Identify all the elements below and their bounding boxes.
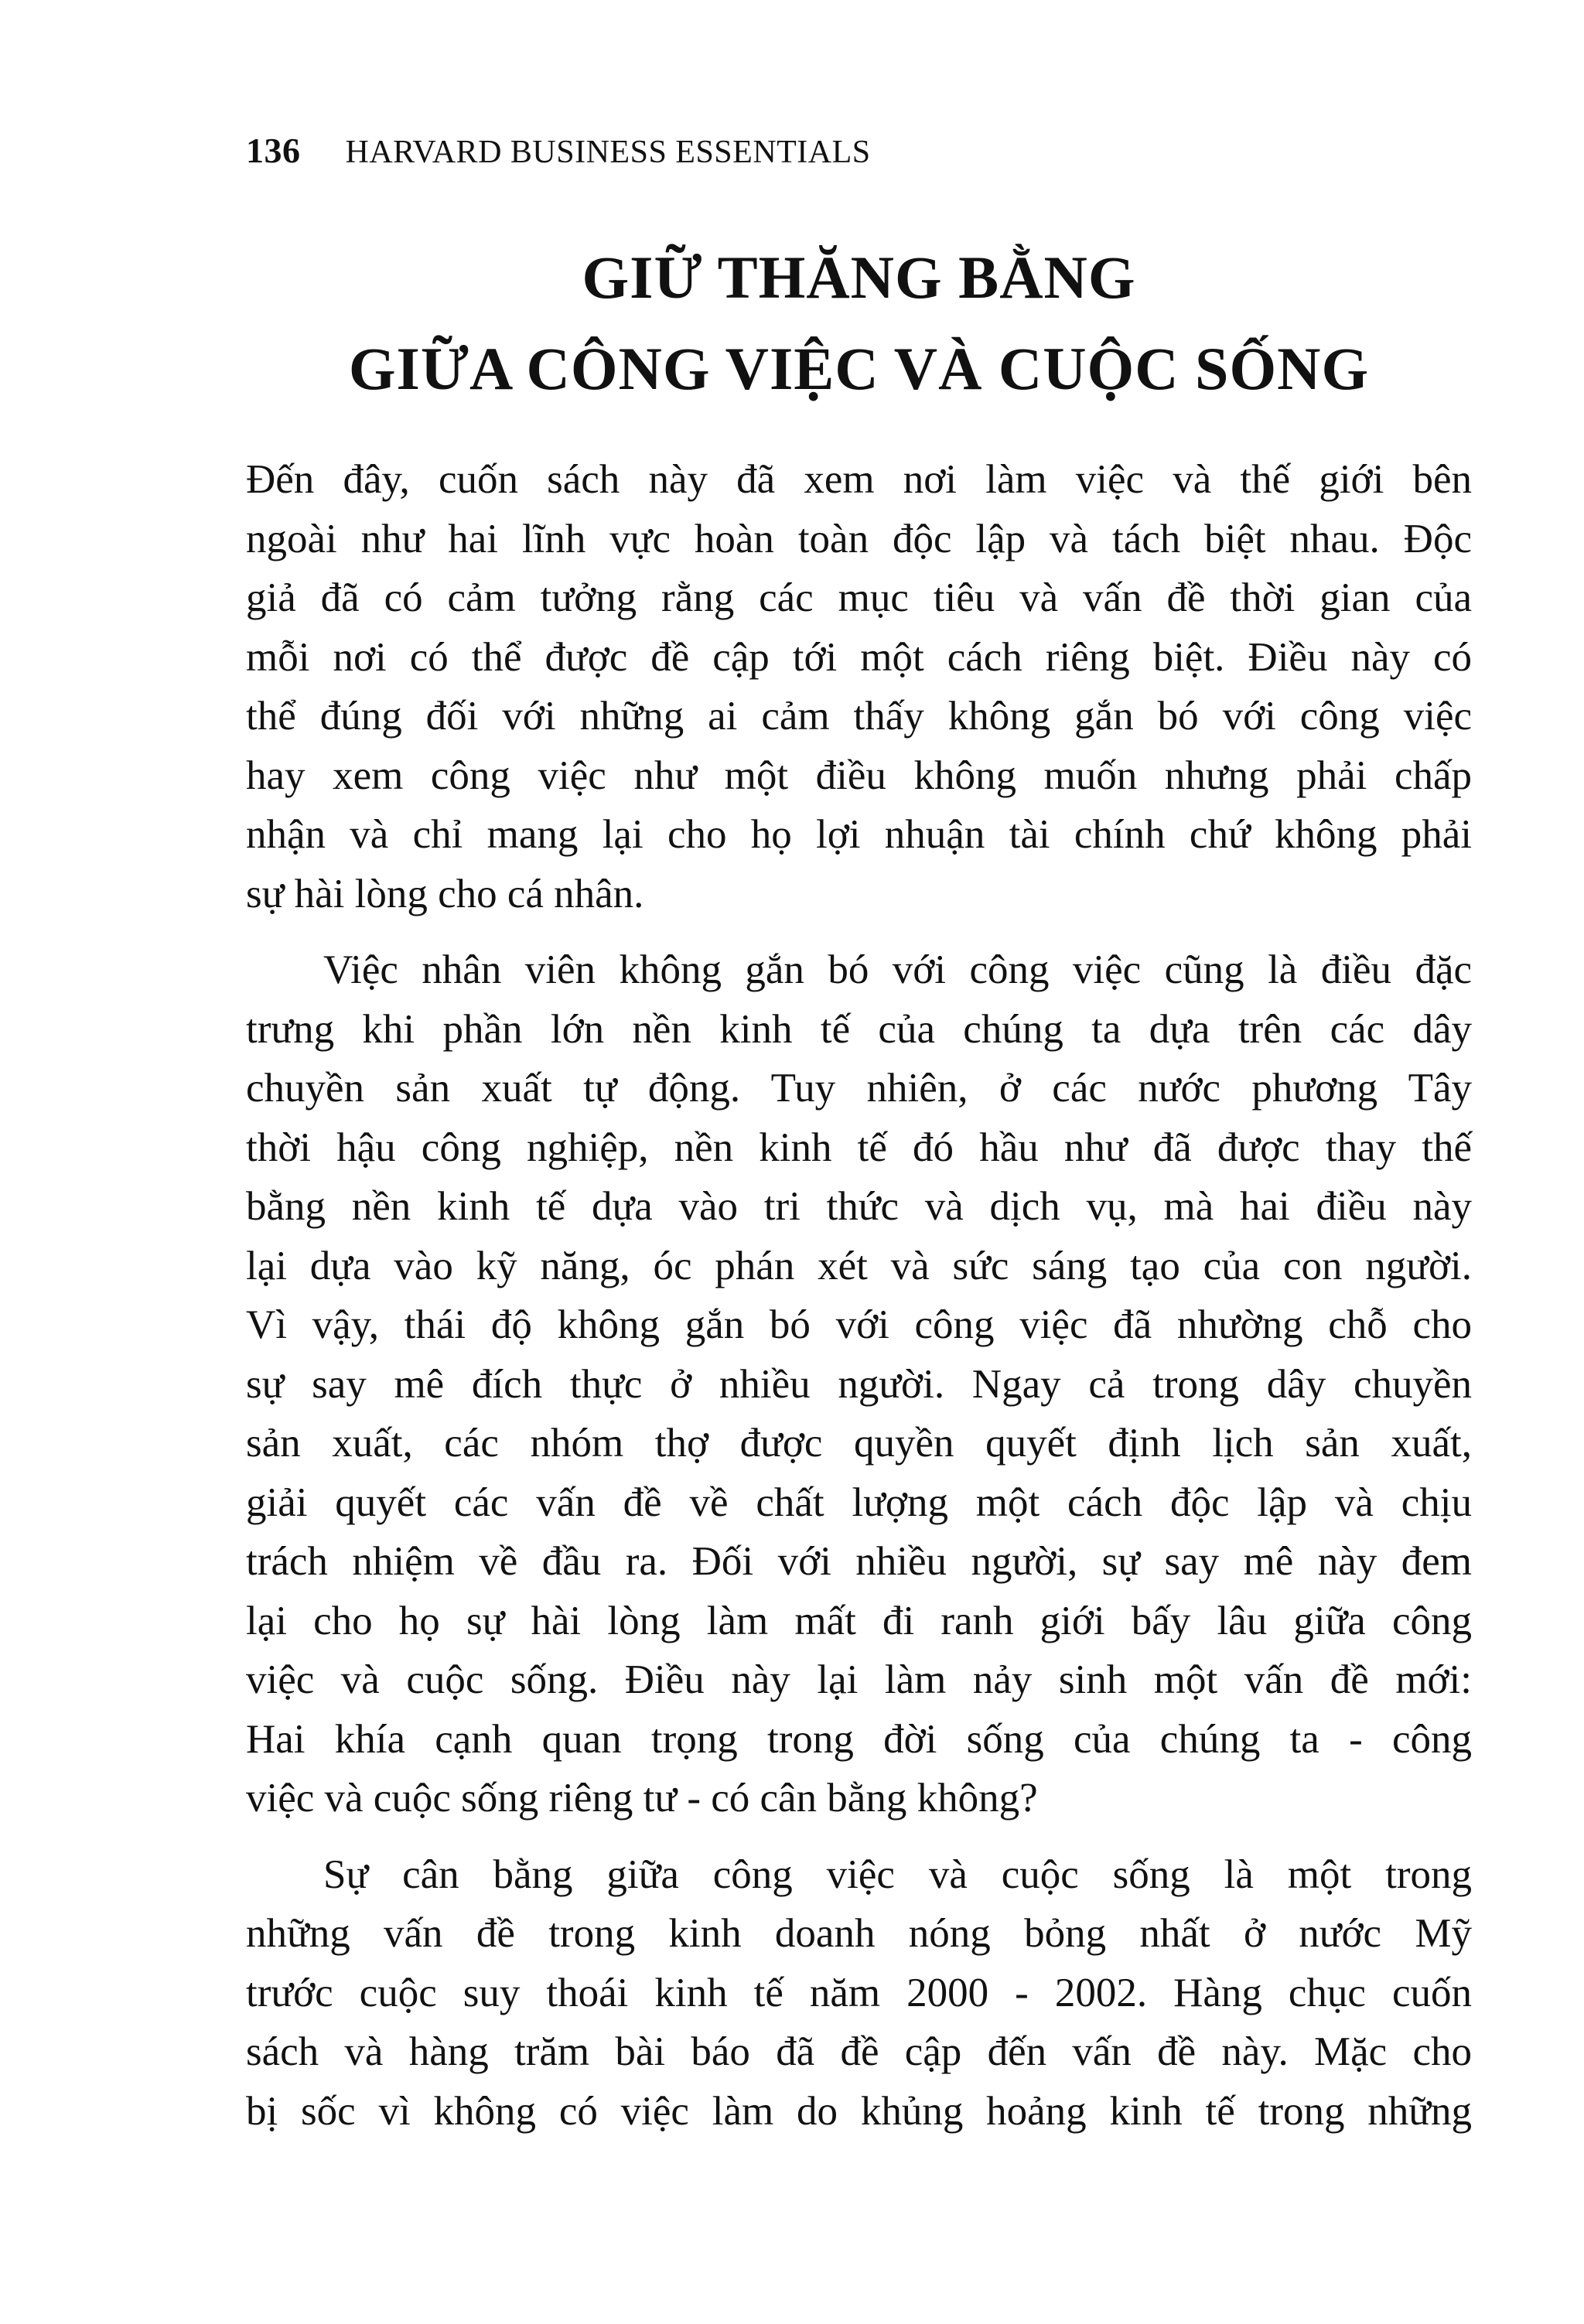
text-line: thể đúng đối với những ai cảm thấy không gắn bó với công việc [246, 694, 1472, 739]
text-line: giả đã có cảm tưởng rằng các mục tiêu và vấn đề thời gian của [246, 575, 1472, 620]
running-head [246, 130, 871, 171]
text-line: Sự cân bằng giữa công việc và cuộc sống là một trong [323, 1851, 1472, 1897]
text-line: thời hậu công nghiệp, nền kinh tế đó hầu như đã được thay thế [246, 1124, 1472, 1170]
text-line: sự say mê đích thực ở nhiều người. Ngay cả trong dây chuyền [246, 1361, 1472, 1407]
text-line: trách nhiệm về đầu ra. Đối với nhiều người, sự say mê này đem [246, 1539, 1472, 1584]
book-title: HARVARD BUSINESS ESSENTIALS [345, 135, 871, 170]
chapter-title-line-1: GIỮ THĂNG BẰNG [582, 244, 1136, 311]
paragraph-3 [246, 1845, 1472, 2141]
text-line: trước cuộc suy thoái kinh tế năm 2000 - 2002. Hàng chục cuốn [246, 1970, 1472, 2015]
text-line: việc và cuộc sống. Điều này lại làm nảy sinh một vấn đề mới: [246, 1657, 1472, 1702]
page-number: 136 [246, 131, 301, 170]
chapter-title [246, 232, 1472, 415]
text-line: việc và cuộc sống riêng tư - có cân bằng không? [246, 1776, 1038, 1821]
text-line: bằng nền kinh tế dựa vào tri thức và dịch vụ, mà hai điều này [246, 1184, 1472, 1229]
text-line: Việc nhân viên không gắn bó với công việc cũng là điều đặc [323, 947, 1472, 992]
text-line: ngoài như hai lĩnh vực hoàn toàn độc lập và tách biệt nhau. Độc [246, 516, 1472, 561]
text-line: sản xuất, các nhóm thợ được quyền quyết định lịch sản xuất, [246, 1421, 1472, 1466]
text-line: chuyền sản xuất tự động. Tuy nhiên, ở các nước phương Tây [246, 1066, 1472, 1111]
text-line: Vì vậy, thái độ không gắn bó với công việc đã nhường chỗ cho [246, 1302, 1472, 1347]
text-line: Hai khía cạnh quan trọng trong đời sống của chúng ta - công [246, 1716, 1472, 1762]
text-line: nhận và chỉ mang lại cho họ lợi nhuận tài chính chứ không phải [246, 812, 1472, 857]
text-line: những vấn đề trong kinh doanh nóng bỏng nhất ở nước Mỹ [246, 1911, 1472, 1956]
paragraph-gap [246, 923, 1472, 940]
text-line: lại dựa vào kỹ năng, óc phán xét và sức sáng tạo của con người. [246, 1243, 1472, 1288]
text-line: trưng khi phần lớn nền kinh tế của chúng ta dựa trên các dây [246, 1006, 1472, 1052]
body-text [246, 450, 1472, 2141]
paragraph-1 [246, 450, 1472, 923]
text-line: bị sốc vì không có việc làm do khủng hoảng kinh tế trong những [246, 2088, 1472, 2134]
paragraph-2 [246, 940, 1472, 1828]
paragraph-gap [246, 1828, 1472, 1845]
text-line: mỗi nơi có thể được đề cập tới một cách riêng biệt. Điều này có [246, 634, 1472, 680]
chapter-title-line-2: GIỮA CÔNG VIỆC VÀ CUỘC SỐNG [348, 335, 1370, 402]
text-line: sách và hàng trăm bài báo đã đề cập đến vấn đề này. Mặc cho [246, 2029, 1472, 2074]
text-line: sự hài lòng cho cá nhân. [246, 871, 644, 916]
text-line: giải quyết các vấn đề về chất lượng một cách độc lập và chịu [246, 1479, 1472, 1525]
text-line: hay xem công việc như một điều không muốn nhưng phải chấp [246, 752, 1472, 798]
text-line: Đến đây, cuốn sách này đã xem nơi làm việc và thế giới bên [246, 457, 1472, 502]
text-line: lại cho họ sự hài lòng làm mất đi ranh giới bấy lâu giữa công [246, 1598, 1472, 1643]
